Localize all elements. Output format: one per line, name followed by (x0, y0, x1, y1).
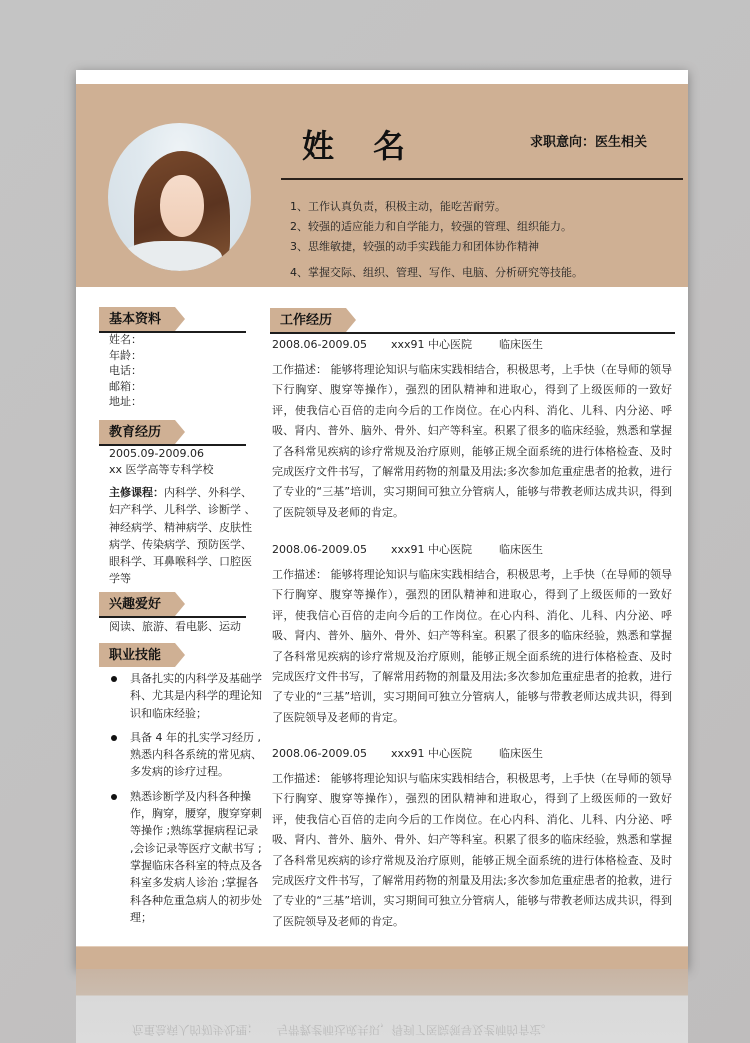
work-entry (272, 745, 672, 932)
education-period: 2005.09-2009.06 (109, 447, 204, 460)
section-basic-info (99, 307, 175, 331)
photo-shirt-shape (122, 241, 222, 271)
work-entry-meta (272, 336, 672, 354)
section-rule (99, 616, 246, 618)
education-courses (109, 484, 257, 588)
trait-item: 4、掌握交际、组织、管理、写作、电脑、分析研究等技能。 (290, 266, 583, 279)
education-content (109, 446, 257, 588)
field-name-label: 姓名： (109, 333, 142, 346)
field-email-label: 邮箱： (109, 379, 142, 393)
self-evaluation-list (290, 197, 583, 283)
work-org: xxx91 中心医院 (391, 747, 473, 760)
section-title: 兴趣爱好 (99, 592, 175, 616)
hobbies-text: 阅读、旅游、看电影、运动 (109, 620, 241, 633)
header-divider (281, 178, 683, 180)
section-title: 工作经历 (270, 308, 346, 332)
skill-item: 熟悉诊断学及内科各种操作，胸穿，腰穿，腹穿穿刺等操作 ;熟练掌握病程记录 ,会诊记录等医疗文献书写 ;掌握临床各科室的特点及各科室多发病人诊治 ;掌握各科各种危重急病人的初步处理； (103, 788, 263, 926)
work-entry-meta (272, 541, 672, 559)
skills-list (103, 670, 263, 933)
work-entry (272, 336, 672, 523)
work-role: 临床医生 (499, 543, 543, 556)
profile-photo (108, 123, 251, 271)
work-org: xxx91 中心医院 (391, 543, 473, 556)
page-reflection (76, 969, 688, 1043)
work-period: 2008.06-2009.05 (272, 338, 367, 351)
work-period: 2008.06-2009.05 (272, 543, 367, 556)
work-entry (272, 541, 672, 728)
skill-item: 具备 4 年的扎实学习经历 ,熟悉内科各系统的常见病、多发病的诊疗过程。 (103, 729, 263, 781)
trait-item: 3、思维敏捷，较强的动手实践能力和团体协作精神 (290, 240, 539, 253)
field-phone-label: 电话： (109, 364, 142, 377)
work-period: 2008.06-2009.05 (272, 747, 367, 760)
work-role: 临床医生 (499, 747, 543, 760)
work-description: 工作描述： 能够将理论知识与临床实践相结合，积极思考，上手快（在导师的领导下行胸穿、腹穿等操作），强烈的团队精神和进取心，得到了上级医师的一致好评，使我信心百倍的走向今后的工作岗位。在心内科、消化、儿科、内分泌、呼吸、肾内、普外、脑外、骨外、妇产等科室。积累了很多的临床经验，熟悉和掌握了各科常见疾病的诊疗常规及治疗原则，能够正规全面系统的进行体格检查、及时完成医疗文件书写，了解常用药物的剂量及用法;多次参加危重症患者的抢救，进行了专业的“三基”培训，实习期间可独立分管病人，能够与带教老师达成共识，得到了医院领导及老师的肯定。 (272, 772, 672, 928)
section-title: 基本资料 (99, 307, 175, 331)
section-skills (99, 643, 175, 667)
courses-label: 主修课程： (109, 486, 164, 499)
bullet-icon (111, 794, 117, 800)
courses-text: 内科学、外科学、妇产科学、儿科学、诊断学 、神经病学、精神病学、皮肤性病学、传染病学、预防医学、眼科学、耳鼻喉科学、口腔医学等 (109, 486, 256, 586)
field-address-label: 地址： (109, 395, 142, 408)
resume-page (76, 70, 688, 969)
trait-item: 2、较强的适应能力和自学能力，较强的管理、组织能力。 (290, 220, 572, 233)
bullet-icon (111, 735, 117, 741)
basic-info-fields (109, 332, 142, 410)
photo-face-shape (160, 175, 204, 237)
section-work-experience (270, 308, 346, 332)
section-title: 教育经历 (99, 420, 175, 444)
header-band (76, 84, 688, 287)
field-age-label: 年龄： (109, 348, 142, 362)
name-title: 姓 名 (302, 127, 420, 165)
trait-item: 1、工作认真负责，积极主动，能吃苦耐劳。 (290, 200, 506, 213)
work-description: 工作描述： 能够将理论知识与临床实践相结合，积极思考，上手快（在导师的领导下行胸穿、腹穿等操作），强烈的团队精神和进取心，得到了上级医师的一致好评，使我信心百倍的走向今后的工作岗位。在心内科、消化、儿科、内分泌、呼吸、肾内、普外、脑外、骨外、妇产等科室。积累了很多的临床经验，熟悉和掌握了各科常见疾病的诊疗常规及治疗原则，能够正规全面系统的进行体格检查、及时完成医疗文件书写，了解常用药物的剂量及用法;多次参加危重症患者的抢救，进行了专业的“三基”培训，实习期间可独立分管病人，能够与带教老师达成共识，得到了医院领导及老师的肯定。 (272, 363, 672, 519)
section-hobbies (99, 592, 175, 616)
section-rule (270, 332, 675, 334)
education-school: xx 医学高等专科学校 (109, 463, 214, 476)
footer-band (76, 946, 688, 970)
work-description: 工作描述： 能够将理论知识与临床实践相结合，积极思考，上手快（在导师的领导下行胸穿、腹穿等操作），强烈的团队精神和进取心，得到了上级医师的一致好评，使我信心百倍的走向今后的工作岗位。在心内科、消化、儿科、内分泌、呼吸、肾内、普外、脑外、骨外、妇产等科室。积累了很多的临床经验，熟悉和掌握了各科常见疾病的诊疗常规及治疗原则，能够正规全面系统的进行体格检查、及时完成医疗文件书写，了解常用药物的剂量及用法;多次参加危重症患者的抢救，进行了专业的“三基”培训，实习期间可独立分管病人，能够与带教老师达成共识，得到了医院领导及老师的肯定。 (272, 568, 672, 724)
work-role: 临床医生 (499, 338, 543, 351)
section-title: 职业技能 (99, 643, 175, 667)
skill-item: 具备扎实的内科学及基础学科、尤其是内科学的理论知识和临床经验； (103, 670, 263, 722)
work-org: xxx91 中心医院 (391, 338, 473, 351)
job-intent: 求职意向：医生相关 (530, 135, 648, 150)
reflection-text: 危重急病人的初步处理； 与带教老师达成共识，得到了医院领导及老师的肯定。 (132, 1023, 553, 1037)
section-education (99, 420, 175, 444)
work-entry-meta (272, 745, 672, 763)
bullet-icon (111, 676, 117, 682)
